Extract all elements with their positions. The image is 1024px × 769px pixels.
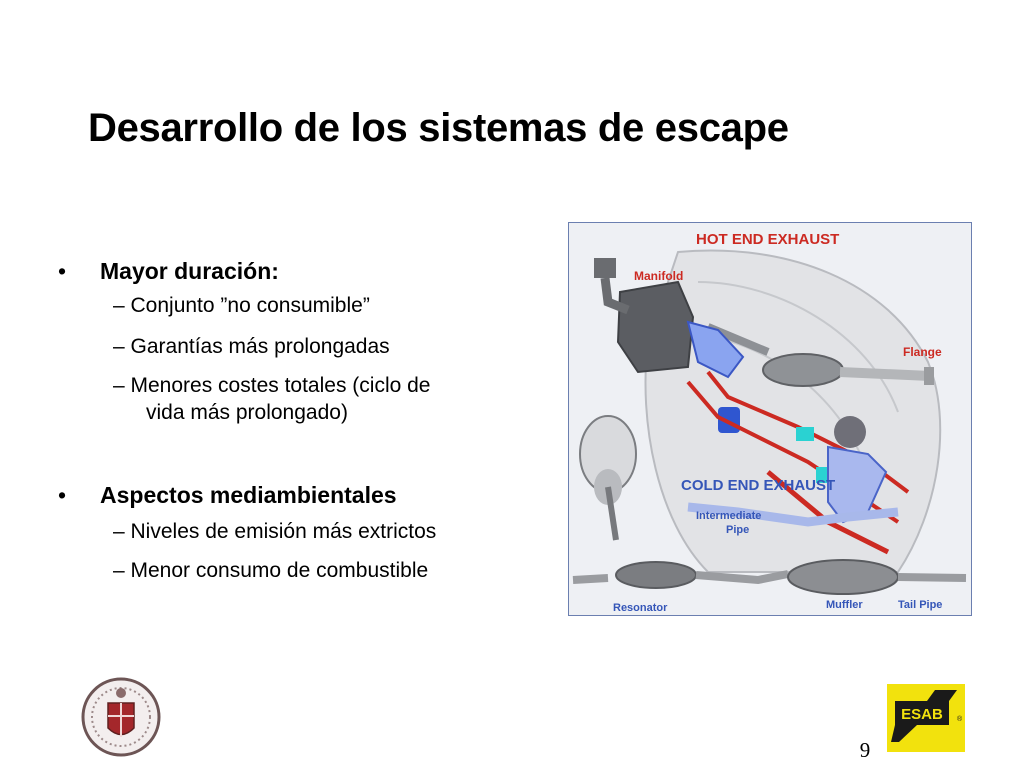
label-intermediate: Intermediate — [696, 510, 762, 522]
resonator — [616, 562, 696, 588]
catalytic-converter — [763, 354, 843, 386]
esab-logo-text: ESAB — [901, 706, 943, 723]
registered-mark: ® — [957, 716, 963, 723]
exhaust-system-diagram — [568, 222, 972, 616]
label-manifold: Manifold — [634, 269, 684, 283]
label-resonator: Resonator — [613, 602, 668, 614]
label-hot-end: HOT END EXHAUST — [696, 231, 840, 248]
sub-bullet: – Garantías más prolongadas — [113, 335, 390, 358]
manifold-pipe-end — [594, 258, 616, 278]
bullet-glyph: • — [58, 482, 67, 508]
bullet-heading: Aspectos mediambientales — [100, 482, 397, 508]
sub-bullet: – Niveles de emisión más extrictos — [113, 520, 437, 543]
engine-block — [618, 282, 693, 372]
wheel-hub — [834, 416, 866, 448]
label-tail-pipe: Tail Pipe — [898, 599, 943, 611]
label-flange: Flange — [903, 345, 942, 359]
esab-logo — [887, 684, 965, 752]
page-number: 9 — [859, 738, 871, 762]
tail-pipe — [898, 577, 966, 578]
sub-bullet-continuation: vida más prolongado) — [146, 401, 348, 424]
university-seal-logo — [80, 673, 162, 761]
label-pipe: Pipe — [726, 524, 750, 536]
bracket — [796, 427, 814, 441]
sub-bullet — [113, 372, 430, 426]
sub-bullet: – Menor consumo de combustible — [113, 559, 429, 582]
label-muffler: Muffler — [826, 599, 863, 611]
slide-title: Desarrollo de los sistemas de escape — [88, 106, 789, 150]
label-cold-end: COLD END EXHAUST — [681, 477, 836, 494]
bullet-glyph: • — [58, 258, 67, 284]
sub-bullet-line: – Menores costes totales (ciclo de — [113, 374, 431, 397]
bullet-heading: Mayor duración: — [100, 258, 279, 284]
muffler — [788, 560, 898, 594]
sub-bullet: – Conjunto ”no consumible” — [113, 294, 370, 317]
